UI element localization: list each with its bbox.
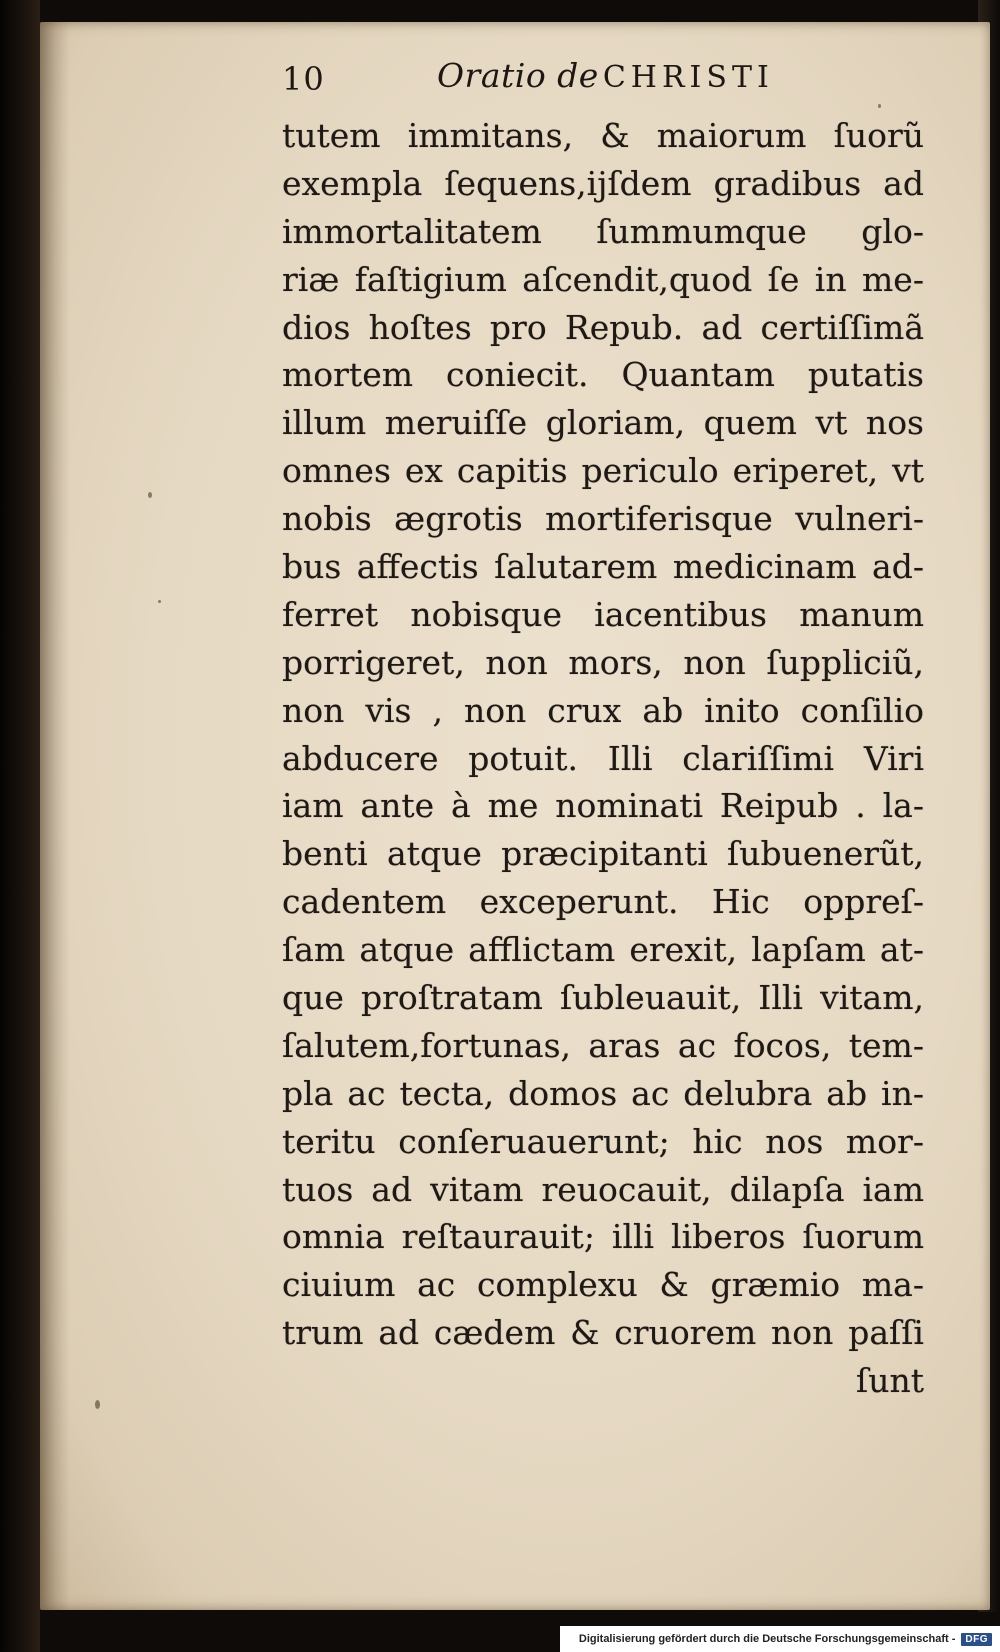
text-line: trum ad cædem & cruorem non paſſi: [282, 1313, 924, 1353]
page-heading-caps: CHRISTI: [602, 60, 774, 95]
text-line: omnia reſtaurauit; illi liberos ſuorum: [282, 1217, 924, 1257]
page-heading-italic: Oratio de: [437, 56, 599, 95]
catchword: ſunt: [856, 1361, 924, 1401]
text-line: exempla ſequens,ijſdem gradibus ad: [282, 163, 924, 203]
text-line: tutem immitans, & maiorum ſuorũ: [282, 116, 924, 155]
text-line: abducere potuit. Illi clariſſimi Viri: [282, 738, 924, 778]
text-line: iam ante à me nominati Reipub . la-: [282, 786, 924, 826]
running-head: [282, 56, 932, 106]
body-text: [282, 112, 924, 1405]
text-line: nobis ægrotis mortiferisque vulneri-: [282, 499, 924, 539]
text-line: omnes ex capitis periculo eriperet, vt: [282, 451, 924, 491]
text-line: bus affectis ſalutarem medicinam ad-: [282, 547, 924, 587]
text-line: teritu conſeruauerunt; hic nos mor-: [282, 1121, 924, 1161]
text-line: ferret nobisque iacentibus manum: [282, 594, 924, 634]
text-line: riæ faſtigium aſcendit,quod ſe in me-: [282, 259, 924, 299]
text-line: illum meruiſſe gloriam, quem vt nos: [282, 403, 924, 443]
text-line: immortalitatem ſummumque glo-: [282, 211, 924, 251]
text-line: tuos ad vitam reuocauit, dilapſa iam: [282, 1169, 924, 1209]
text-line: ciuium ac complexu & græmio ma-: [282, 1265, 924, 1305]
dfg-logo-icon: DFG: [961, 1633, 992, 1646]
text-line: que proſtratam ſubleuauit, Illi vitam,: [282, 978, 924, 1018]
paper-speck: [95, 1400, 100, 1409]
paper-speck: [158, 600, 161, 603]
text-line: pla ac tecta, domos ac delubra ab in-: [282, 1073, 924, 1113]
page-heading: [437, 56, 774, 95]
spine-shadow: [40, 22, 70, 1610]
text-line: ſalutem,fortunas, aras ac focos, tem-: [282, 1025, 924, 1065]
text-line: benti atque præcipitanti ſubuenerũt,: [282, 834, 924, 874]
book-cover-edge-left: [0, 0, 40, 1652]
text-line: porrigeret, non mors, non ſuppliciũ,: [282, 642, 924, 682]
text-line: ſam atque afflictam erexit, lapſam at-: [282, 930, 924, 970]
digitization-credit-bar: [560, 1626, 1000, 1652]
text-line: cadentem exceperunt. Hic oppreſ-: [282, 882, 924, 922]
page-number: 10: [282, 60, 325, 98]
text-line: mortem coniecit. Quantam putatis: [282, 355, 924, 395]
text-line: dios hoſtes pro Repub. ad certiſſimã: [282, 307, 924, 347]
paper-speck: [148, 492, 152, 498]
text-line: non vis , non crux ab inito conſilio: [282, 690, 924, 730]
digitization-credit: Digitalisierung gefördert durch die Deutsche Forschungsgemeinschaft -: [578, 1633, 956, 1645]
